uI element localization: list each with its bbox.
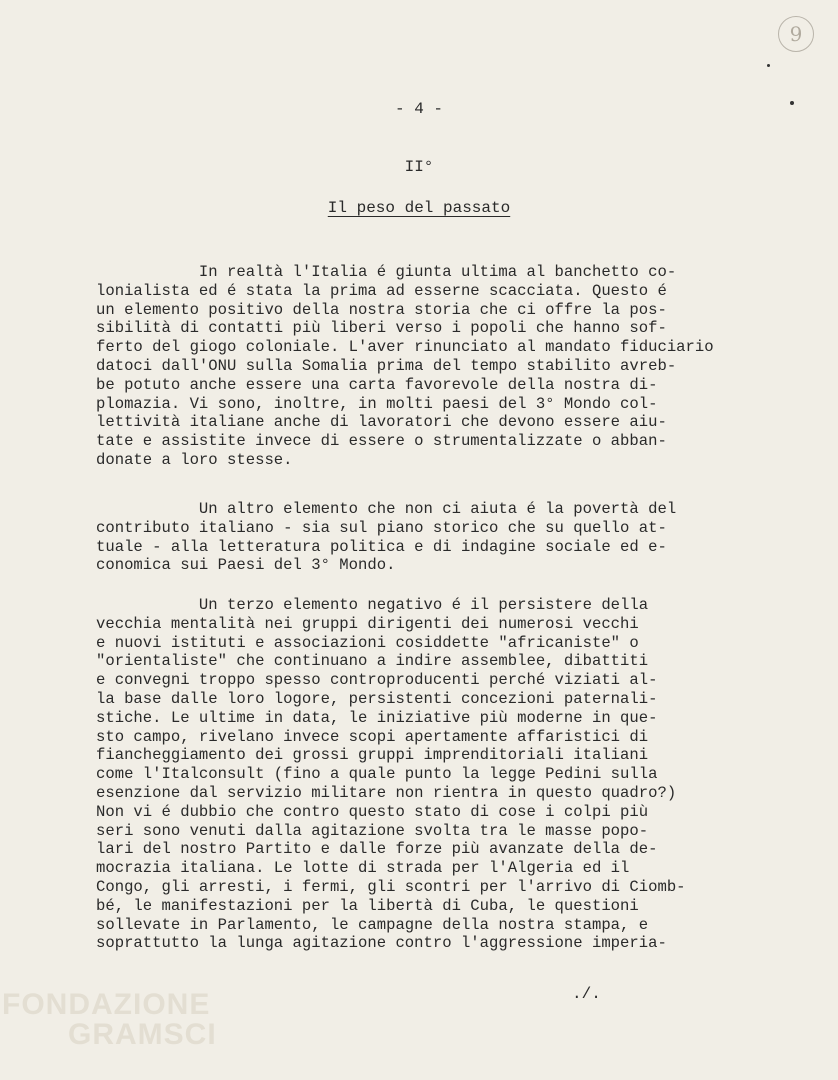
paragraph-2: [96, 500, 776, 575]
text-line: e nuovi istituti e associazioni cosiddette "africaniste" o: [96, 633, 639, 652]
text-line: come l'Italconsult (fino a quale punto la legge Pedini sulla: [96, 765, 658, 784]
continuation-mark: ./.: [572, 985, 601, 1003]
text-line: Un altro elemento che non ci aiuta é la povertà del: [96, 500, 677, 518]
ink-speck: [767, 64, 770, 67]
text-line: In realtà l'Italia é giunta ultima al banchetto co-: [96, 263, 677, 281]
text-line: stiche. Le ultime in data, le iniziative più moderne in que-: [96, 708, 658, 727]
chapter-heading: II°: [404, 158, 434, 176]
text-line: fiancheggiamento dei grossi gruppi imprenditoriali italiani: [96, 746, 649, 765]
text-line: lonialista ed é stata la prima ad esserne scacciata. Questo é: [96, 281, 667, 300]
paragraph-3: [96, 596, 776, 953]
text-line: "orientaliste" che continuano a indire assemblee, dibattiti: [96, 652, 649, 671]
text-line: plomazia. Vi sono, inoltre, in molti paesi del 3° Mondo col-: [96, 394, 658, 413]
paragraph-1: [96, 263, 776, 470]
text-line: contributo italiano - sia sul piano storico che su quello at-: [96, 518, 667, 537]
text-line: la base dalle loro logore, persistenti concezioni paternali-: [96, 689, 658, 708]
text-line: lari del nostro Partito e dalle forze più avanzate della de-: [96, 840, 658, 859]
text-line: tuale - alla letteratura politica e di indagine sociale ed e-: [96, 537, 667, 556]
archive-watermark: [2, 990, 222, 1050]
text-line: sto campo, rivelano invece scopi apertamente affaristici di: [96, 727, 649, 746]
text-line: lettività italiane anche di lavoratori che devono essere aiu-: [96, 413, 667, 432]
text-line: be potuto anche essere una carta favorevole della nostra di-: [96, 375, 658, 394]
text-line: bé, le manifestazioni per la libertà di Cuba, le questioni: [96, 896, 639, 915]
text-line: datoci dall'ONU sulla Somalia prima del tempo stabilito avreb-: [96, 356, 677, 375]
text-line: seri sono venuti dalla agitazione svolta tra le masse popo-: [96, 821, 649, 840]
text-line: un elemento positivo della nostra storia che ci offre la pos-: [96, 300, 667, 319]
text-line: vecchia mentalità nei gruppi dirigenti dei numerosi vecchi: [96, 614, 639, 633]
section-title: Il peso del passato: [327, 199, 511, 217]
text-line: e convegni troppo spesso controproducenti perché viziati al-: [96, 671, 658, 690]
watermark-line-1: FONDAZIONE: [2, 988, 211, 1021]
text-line: ferto del giogo coloniale. L'aver rinunciato al mandato fiduciario: [96, 338, 714, 357]
text-line: sibilità di contatti più liberi verso i popoli che hanno sof-: [96, 319, 667, 338]
text-line: conomica sui Paesi del 3° Mondo.: [96, 556, 396, 575]
watermark-line-2: GRAMSCI: [68, 1018, 217, 1051]
page-stamp: 9: [778, 16, 814, 52]
text-line: soprattutto la lunga agitazione contro l'aggressione imperia-: [96, 934, 667, 953]
text-line: esenzione dal servizio militare non rientra in questo quadro?): [96, 783, 677, 802]
text-line: tate e assistite invece di essere o strumentalizzate o abban-: [96, 432, 667, 451]
text-line: sollevate in Parlamento, le campagne della nostra stampa, e: [96, 915, 649, 934]
text-line: donate a loro stesse.: [96, 450, 293, 469]
text-line: Non vi é dubbio che contro questo stato di cose i colpi più: [96, 802, 649, 821]
text-line: Congo, gli arresti, i fermi, gli scontri per l'arrivo di Ciomb-: [96, 877, 686, 896]
text-line: Un terzo elemento negativo é il persistere della: [96, 596, 649, 614]
page-number: - 4 -: [394, 100, 443, 118]
text-line: mocrazia italiana. Le lotte di strada per l'Algeria ed il: [96, 859, 630, 878]
